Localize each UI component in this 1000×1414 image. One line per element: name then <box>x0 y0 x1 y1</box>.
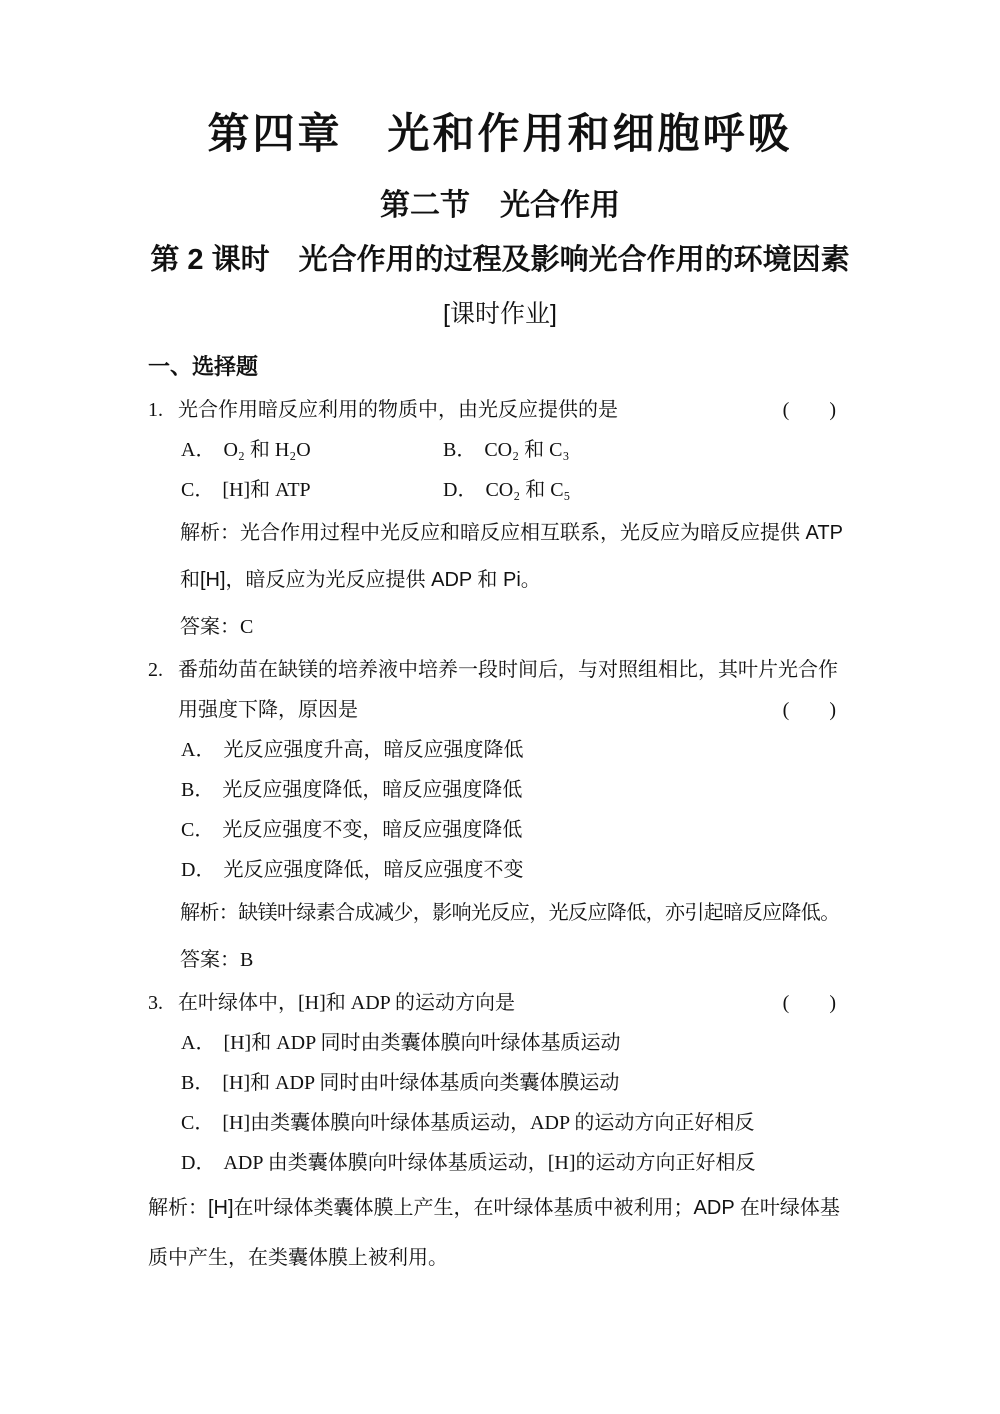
option-d <box>181 850 852 890</box>
option-text: CO₂ 和 C₃ <box>484 439 570 461</box>
question-stem: 在叶绿体中，[H]和 ADP 的运动方向是 <box>178 992 516 1014</box>
question-2-analysis <box>148 890 852 937</box>
option-label: D． <box>181 1152 216 1174</box>
question-number: 2. <box>148 659 163 681</box>
chapter-title: 第四章 光和作用和细胞呼吸 <box>207 109 793 158</box>
question-3-stem-line <box>148 983 852 1023</box>
option-a <box>181 430 443 470</box>
question-2-stem-line <box>148 650 852 690</box>
question-number: 3. <box>148 992 163 1014</box>
question-stem: 光合作用暗反应利用的物质中，由光反应提供的是 <box>178 399 618 421</box>
question-2-answer <box>148 937 852 983</box>
question-2 <box>148 650 852 983</box>
option-c <box>181 810 852 850</box>
analysis-label: 解析： <box>180 522 240 544</box>
question-stem: 番茄幼苗在缺镁的培养液中培养一段时间后，与对照组相比，其叶片光合作 <box>178 659 838 681</box>
answer-label: 答案： <box>180 949 240 971</box>
option-label: A． <box>181 1032 216 1054</box>
question-3 <box>148 983 852 1283</box>
option-a <box>181 730 852 770</box>
option-label: B． <box>181 1072 215 1094</box>
answer-brackets: ( ) <box>782 399 836 421</box>
answer-brackets: ( ) <box>782 992 836 1014</box>
option-text: [H]和 ADP 同时由类囊体膜向叶绿体基质运动 <box>223 1032 621 1054</box>
option-text: 光反应强度不变，暗反应强度降低 <box>222 819 523 841</box>
analysis-line <box>180 510 852 557</box>
option-label: C． <box>181 819 215 841</box>
option-text: [H]和 ADP 同时由叶绿体基质向类囊体膜运动 <box>222 1072 620 1094</box>
question-stem-continued: 用强度下降，原因是 <box>178 699 358 721</box>
homework-label: [课时作业] <box>443 300 557 328</box>
analysis-line: 质中产生，在类囊体膜上被利用。 <box>148 1247 448 1269</box>
question-2-stem-line-2 <box>148 690 852 730</box>
question-3-options <box>148 1023 852 1183</box>
option-c <box>181 470 443 510</box>
option-text: [H]由类囊体膜向叶绿体基质运动，ADP 的运动方向正好相反 <box>222 1112 755 1134</box>
question-3-analysis <box>148 1183 852 1283</box>
option-d <box>181 1143 852 1183</box>
option-text: 光反应强度降低，暗反应强度降低 <box>222 779 523 801</box>
analysis-line <box>180 890 852 937</box>
option-text: 光反应强度升高，暗反应强度降低 <box>223 739 524 761</box>
option-label: C． <box>181 479 215 501</box>
section-title: 第二节 光合作用 <box>380 189 620 222</box>
option-label: A． <box>181 739 216 761</box>
question-1-options <box>148 430 852 510</box>
option-label: A． <box>181 439 216 461</box>
option-d <box>443 470 852 510</box>
question-1-stem-line <box>148 390 852 430</box>
answer-value: C <box>240 616 254 638</box>
option-b <box>443 430 852 470</box>
question-number: 1. <box>148 399 163 421</box>
question-2-options <box>148 730 852 890</box>
option-label: B． <box>181 779 215 801</box>
analysis-line <box>148 1183 852 1233</box>
question-1 <box>148 390 852 650</box>
option-text: [H]和 ATP <box>222 479 311 501</box>
option-text: 光反应强度降低，暗反应强度不变 <box>223 859 524 881</box>
option-label: B． <box>443 439 477 461</box>
part-heading-multiple-choice: 一、选择题 <box>148 354 259 379</box>
answer-label: 答案： <box>180 616 240 638</box>
option-label: C． <box>181 1112 215 1134</box>
lesson-title: 第 2 课时 光合作用的过程及影响光合作用的环境因素 <box>150 244 850 276</box>
answer-value: B <box>240 949 254 971</box>
option-label: D． <box>443 479 478 501</box>
option-b <box>181 770 852 810</box>
analysis-text: [H]在叶绿体类囊体膜上产生，在叶绿体基质中被利用；ADP 在叶绿体基 <box>208 1197 840 1219</box>
analysis-label: 解析： <box>148 1197 208 1219</box>
option-b <box>181 1063 852 1103</box>
question-1-analysis <box>148 510 852 604</box>
analysis-label: 解析： <box>180 902 239 924</box>
option-a <box>181 1023 852 1063</box>
option-c <box>181 1103 852 1143</box>
option-text: ADP 由类囊体膜向叶绿体基质运动，[H]的运动方向正好相反 <box>223 1152 756 1174</box>
question-1-answer <box>148 604 852 650</box>
option-text: CO₂ 和 C₅ <box>485 479 571 501</box>
option-text: O₂ 和 H₂O <box>223 439 311 461</box>
analysis-text: 光合作用过程中光反应和暗反应相互联系，光反应为暗反应提供 ATP <box>240 522 843 544</box>
option-label: D． <box>181 859 216 881</box>
answer-brackets: ( ) <box>782 699 836 721</box>
analysis-line: 和[H]，暗反应为光反应提供 ADP 和 Pi。 <box>180 569 541 591</box>
analysis-text: 缺镁叶绿素合成减少，影响光反应，光反应降低，亦引起暗反应降低。 <box>238 902 840 924</box>
